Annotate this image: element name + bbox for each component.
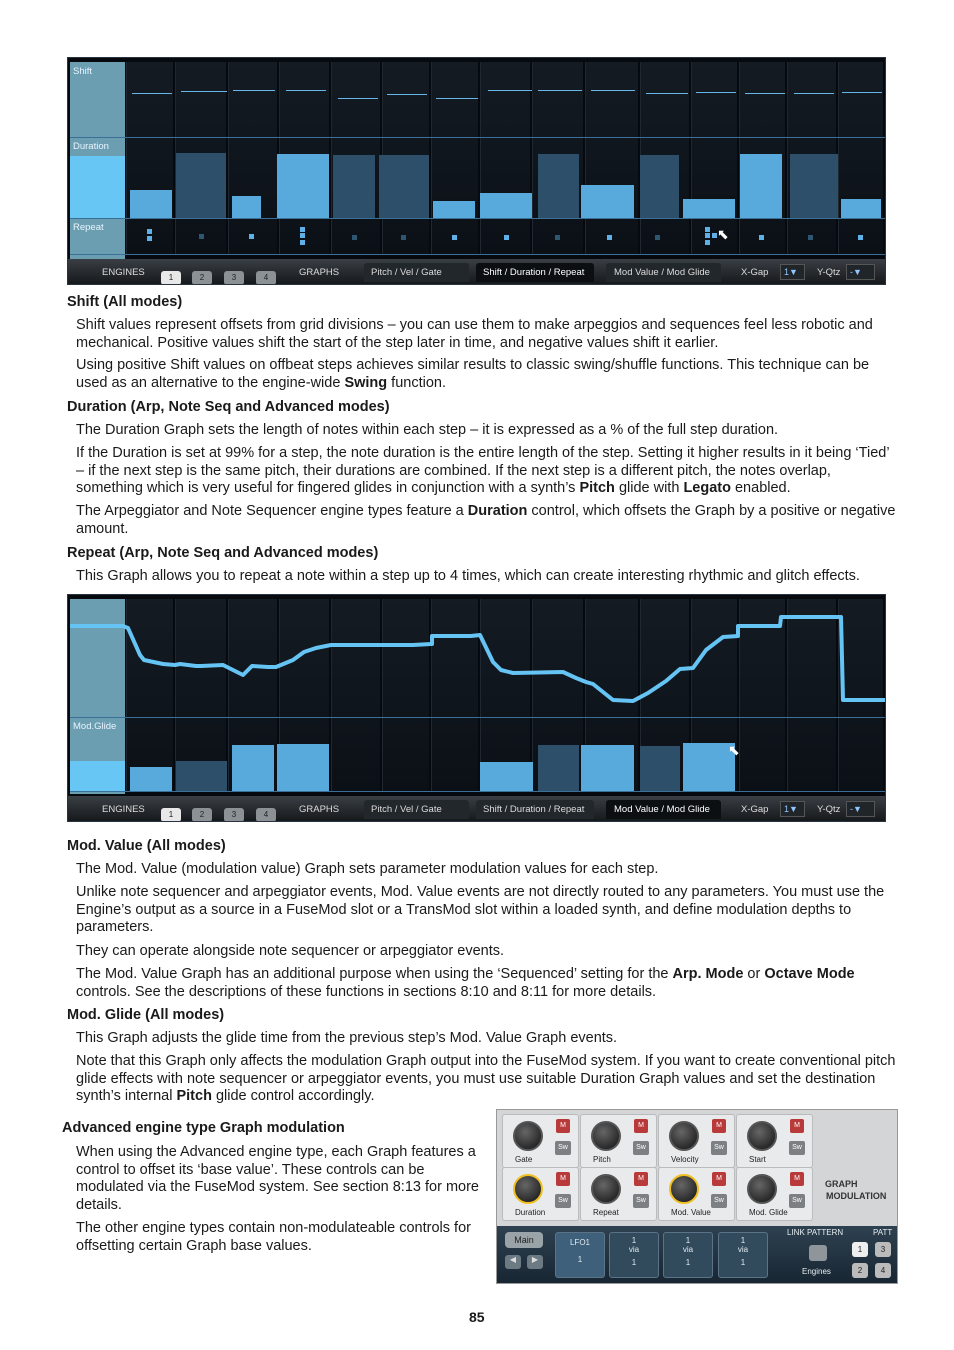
engine-1-button[interactable]: 1 — [161, 808, 181, 822]
engines-label: ENGINES — [102, 267, 145, 278]
graphs-label: GRAPHS — [299, 267, 340, 278]
mod-glide-heading: Mod. Glide (All modes) — [67, 1007, 225, 1023]
graph-modulation-panel — [496, 1109, 898, 1284]
repeat-label: Repeat — [73, 222, 104, 233]
step-column[interactable] — [838, 62, 883, 255]
engines-button[interactable] — [809, 1245, 827, 1261]
modulate-button[interactable]: M — [790, 1172, 804, 1186]
offset-knob[interactable] — [513, 1174, 543, 1204]
shift-tick — [842, 92, 882, 93]
duration-bar[interactable] — [277, 154, 329, 218]
slot-value: 1 — [631, 1258, 637, 1267]
shift-tick — [181, 91, 227, 92]
link-pattern-label: LINK PATTERN — [787, 1228, 844, 1237]
graph-mod-cell — [502, 1114, 579, 1168]
mod-glide-bar[interactable] — [232, 745, 274, 791]
repeat-marker[interactable] — [555, 235, 560, 240]
slot-value: 1 — [740, 1258, 746, 1267]
lfo1-value: 1 — [577, 1255, 583, 1264]
graph-mod-cell — [658, 1114, 735, 1168]
repeat-marker[interactable] — [199, 234, 204, 239]
mod-glide-label: Mod.Glide — [73, 721, 117, 732]
slot-value: 1 — [740, 1236, 746, 1245]
duration-bar[interactable] — [740, 154, 782, 218]
duration-bar[interactable] — [433, 201, 475, 218]
repeat-marker[interactable] — [300, 227, 305, 232]
modulate-button[interactable]: M — [712, 1119, 726, 1133]
duration-bar[interactable] — [841, 199, 881, 218]
repeat-marker[interactable] — [759, 235, 764, 240]
modulate-button[interactable]: M — [556, 1172, 570, 1186]
shift-tick — [794, 93, 834, 94]
engine-1-button[interactable]: 1 — [161, 271, 181, 285]
duration-bar[interactable] — [538, 154, 579, 218]
mod-slot-3[interactable] — [718, 1232, 768, 1278]
repeat-marker[interactable] — [452, 235, 457, 240]
step-column[interactable] — [126, 62, 173, 255]
fusemod-bar — [497, 1226, 897, 1283]
yqtz-label: Y-Qtz — [817, 267, 841, 278]
repeat-marker[interactable] — [147, 236, 152, 241]
slot-value: 1 — [631, 1236, 637, 1245]
graph-mod-label: Duration — [515, 1208, 546, 1217]
graph-mod-label: Mod. Glide — [749, 1208, 788, 1217]
xgap-select[interactable]: 1▼ — [780, 801, 805, 817]
tab-shift-duration-repeat-label: Shift / Duration / Repeat — [483, 267, 585, 278]
repeat-marker[interactable] — [705, 233, 710, 238]
mod-glide-bar[interactable] — [176, 761, 227, 791]
offset-knob[interactable] — [669, 1174, 699, 1204]
offset-knob[interactable] — [591, 1174, 621, 1204]
graph-mod-label: Start — [749, 1155, 766, 1164]
lfo1-label: LFO1 — [569, 1238, 590, 1247]
duration-heading: Duration (Arp, Note Seq and Advanced modes) — [67, 399, 390, 415]
shift-tick — [132, 93, 172, 94]
graphs-label: GRAPHS — [299, 804, 340, 815]
duration-bar[interactable] — [176, 153, 226, 218]
patt-label: PATT — [873, 1228, 893, 1237]
graph-mod-label: Gate — [515, 1155, 533, 1164]
duration-paragraph-1: The Duration Graph sets the length of notes within each step – it is expressed as a % of the full step duration. — [76, 422, 779, 438]
duration-bar[interactable] — [130, 190, 172, 218]
duration-bar[interactable] — [581, 185, 634, 218]
arrow-right-icon[interactable]: ▶ — [527, 1255, 543, 1269]
switch-button[interactable]: Sw — [711, 1194, 727, 1208]
modulate-button[interactable]: M — [556, 1119, 570, 1133]
graph-mod-cell — [580, 1114, 657, 1168]
graph-mod-cell — [658, 1167, 735, 1221]
switch-button[interactable]: Sw — [633, 1141, 649, 1155]
switch-button[interactable]: Sw — [633, 1194, 649, 1208]
repeat-paragraph-1: This Graph allows you to repeat a note within a step up to 4 times, which can create interesting rhythmic and glitch effects. — [76, 568, 860, 584]
repeat-marker[interactable] — [401, 235, 406, 240]
pattern-2-button[interactable]: 2 — [852, 1263, 868, 1278]
mod-glide-bar[interactable] — [277, 744, 329, 791]
mod-glide-bar[interactable] — [538, 745, 579, 791]
repeat-marker[interactable] — [504, 235, 509, 240]
yqtz-label: Y-Qtz — [817, 804, 841, 815]
shift-paragraph-1: Shift values represent offsets from grid divisions – you can use them to make arpeggios and sequences feel less robotic and mechanical. Positive values shift the start of the step later in time, and negative values shift it earlier. — [76, 317, 873, 351]
pattern-4-button[interactable]: 4 — [875, 1263, 891, 1278]
graph-toolbar — [68, 259, 885, 284]
graph-mod-cell — [580, 1167, 657, 1221]
offset-knob[interactable] — [591, 1121, 621, 1151]
duration-bar[interactable] — [790, 154, 838, 218]
engines-button-label: Engines — [802, 1267, 831, 1276]
step-column[interactable] — [691, 62, 737, 255]
advanced-heading: Advanced engine type Graph modulation — [62, 1120, 345, 1136]
advanced-paragraph-2: The other engine types contain non-modulateable controls for offsetting certain Graph base values. — [76, 1220, 471, 1254]
mod-value-paragraph-3: They can operate alongside note sequencer or arpeggiator events. — [76, 943, 505, 959]
repeat-marker[interactable] — [858, 235, 863, 240]
shift-tick — [745, 93, 785, 94]
tab-mod-value-glide-label: Mod Value / Mod Glide — [614, 804, 710, 815]
slot-via: via — [737, 1245, 749, 1254]
engine-2-button[interactable]: 2 — [192, 271, 212, 285]
duration-paragraph-2: If the Duration is set at 99% for a step, the note duration is the entire length of the step. Setting it higher results in it being ‘Tied’ – if the next step is the same pitch, their durations are combined. If the next step is a different pitch, the notes overlap, something which is very useful for fingered glides in conjunction with a synth’s Pitch glide with Legato enabled. — [76, 445, 890, 497]
repeat-marker[interactable] — [705, 227, 710, 232]
repeat-marker[interactable] — [808, 235, 813, 240]
mod-glide-paragraph-2: Note that this Graph only affects the modulation Graph output into the FuseMod system. If you want to create conventional pitch glide effects with note sequencer or arpeggiator events, you must use suitable Duration Graph values and set the destination synth’s internal Pitch glide control accordingly. — [76, 1053, 896, 1105]
duration-paragraph-3: The Arpeggiator and Note Sequencer engine types feature a Duration control, which offsets the Graph by a positive or negative amount. — [76, 503, 896, 537]
repeat-marker[interactable] — [352, 235, 357, 240]
slot-value: 1 — [685, 1258, 691, 1267]
mouse-cursor-icon: ⬉ — [717, 226, 729, 242]
yqtz-select[interactable]: -▼ — [846, 801, 875, 817]
mod-glide-bar[interactable] — [581, 745, 634, 791]
shift-tick — [696, 92, 736, 93]
offset-knob[interactable] — [747, 1121, 777, 1151]
tab-mod-value-glide-label: Mod Value / Mod Glide — [614, 267, 710, 278]
graph-mod-label: Mod. Value — [671, 1208, 711, 1217]
shift-tick — [436, 98, 478, 99]
tab-shift-duration-repeat-label: Shift / Duration / Repeat — [483, 804, 585, 815]
duration-bar[interactable] — [333, 155, 375, 218]
mod-value-paragraph-4: The Mod. Value Graph has an additional purpose when using the ‘Sequenced’ setting for the Arp. Mode or Octave Mode controls. See the descriptions of these functions in sections 8:10 and 8:11 for more details. — [76, 966, 855, 1000]
shift-label: Shift — [73, 66, 93, 77]
duration-label: Duration — [73, 141, 109, 152]
offset-knob[interactable] — [747, 1174, 777, 1204]
mod-value-paragraph-2: Unlike note sequencer and arpeggiator events, Mod. Value events are not directly routed to any parameters. You must use the Engine’s output as a source in a FuseMod slot or a TransMod slot within a loaded synth, and define modulation depths to parameters. — [76, 884, 885, 936]
modulate-button[interactable]: M — [712, 1172, 726, 1186]
pattern-3-button[interactable]: 3 — [875, 1242, 891, 1257]
mod-glide-bar[interactable] — [640, 746, 680, 791]
engines-label: ENGINES — [102, 804, 145, 815]
graph-mod-cell — [736, 1167, 813, 1221]
mod-value-paragraph-1: The Mod. Value (modulation value) Graph sets parameter modulation values for each step. — [76, 861, 659, 877]
xgap-label: X-Gap — [741, 804, 769, 815]
graph-mod-cell — [502, 1167, 579, 1221]
shift-tick — [338, 98, 378, 99]
tab-pitch-vel-gate-label: Pitch / Vel / Gate — [371, 804, 442, 815]
graph-modulation-title-1: GRAPH — [825, 1179, 858, 1189]
switch-button[interactable]: Sw — [555, 1194, 571, 1208]
engine-4-button[interactable]: 4 — [256, 808, 276, 822]
mod-value-glide-graph — [67, 594, 886, 822]
engine-3-button[interactable]: 3 — [224, 808, 244, 822]
shift-heading: Shift (All modes) — [67, 294, 183, 310]
duration-bar[interactable] — [480, 193, 532, 218]
arrow-left-icon[interactable]: ◀ — [505, 1255, 521, 1269]
graph-toolbar — [68, 796, 885, 821]
sidebar-duration-bar — [70, 156, 125, 218]
shift-tick — [488, 90, 532, 91]
page-number: 85 — [469, 1309, 485, 1325]
slot-via: via — [628, 1245, 640, 1254]
shift-tick — [233, 90, 275, 91]
shift-tick — [591, 90, 635, 91]
repeat-marker[interactable] — [249, 234, 254, 239]
repeat-marker[interactable] — [607, 235, 612, 240]
mod-slot-1[interactable] — [609, 1232, 659, 1278]
graph-mod-cell — [736, 1114, 813, 1168]
mod-glide-paragraph-1: This Graph adjusts the glide time from the previous step’s Mod. Value Graph events. — [76, 1030, 618, 1046]
duration-bar[interactable] — [232, 196, 261, 218]
graph-mod-label: Velocity — [671, 1155, 699, 1164]
repeat-marker[interactable] — [655, 235, 660, 240]
repeat-marker[interactable] — [300, 240, 305, 245]
shift-paragraph-2: Using positive Shift values on offbeat steps achieves similar results to classic swing/shuffle functions. This technique can be used as an alternative to the engine-wide Swing function. — [76, 357, 870, 391]
duration-bar[interactable] — [640, 155, 679, 218]
duration-bar[interactable] — [379, 155, 429, 218]
modulate-button[interactable]: M — [634, 1119, 648, 1133]
mod-glide-bar[interactable] — [480, 762, 533, 791]
offset-knob[interactable] — [513, 1121, 543, 1151]
step-column[interactable] — [431, 62, 478, 255]
graph-mod-label: Pitch — [593, 1155, 611, 1164]
shift-tick — [646, 93, 688, 94]
engine-4-button[interactable]: 4 — [256, 271, 276, 285]
switch-button[interactable]: Sw — [789, 1141, 805, 1155]
mod-glide-bar[interactable] — [130, 767, 172, 791]
repeat-marker[interactable] — [705, 240, 710, 245]
repeat-marker[interactable] — [147, 229, 152, 234]
graph-mod-label: Repeat — [593, 1208, 619, 1217]
engine-2-button[interactable]: 2 — [192, 808, 212, 822]
repeat-marker[interactable] — [300, 233, 305, 238]
repeat-heading: Repeat (Arp, Note Seq and Advanced modes) — [67, 545, 379, 561]
mouse-cursor-icon: ⬉ — [728, 742, 740, 758]
modulate-button[interactable]: M — [634, 1172, 648, 1186]
switch-button[interactable]: Sw — [789, 1194, 805, 1208]
graph-modulation-title-2: MODULATION — [826, 1191, 887, 1201]
tab-pitch-vel-gate-label: Pitch / Vel / Gate — [371, 267, 442, 278]
xgap-label: X-Gap — [741, 267, 769, 278]
slot-value: 1 — [685, 1236, 691, 1245]
mod-value-heading: Mod. Value (All modes) — [67, 838, 226, 854]
engine-3-button[interactable]: 3 — [224, 271, 244, 285]
mod-slot-2[interactable] — [663, 1232, 713, 1278]
main-button[interactable]: Main — [505, 1232, 543, 1248]
shift-tick — [387, 94, 427, 95]
pattern-1-button[interactable]: 1 — [852, 1242, 868, 1257]
slot-via: via — [682, 1245, 694, 1254]
modulate-button[interactable]: M — [790, 1119, 804, 1133]
advanced-paragraph-1: When using the Advanced engine type, each Graph features a control to offset its ‘base value’. These controls can be modulated via the FuseMod system. See section 8:13 for more details. — [76, 1144, 479, 1213]
shift-tick — [538, 90, 582, 91]
yqtz-select[interactable]: -▼ — [846, 264, 875, 280]
switch-button[interactable]: Sw — [555, 1141, 571, 1155]
switch-button[interactable]: Sw — [711, 1141, 727, 1155]
offset-knob[interactable] — [669, 1121, 699, 1151]
shift-duration-repeat-graph — [67, 57, 886, 285]
duration-bar[interactable] — [683, 199, 735, 218]
lfo1-slot[interactable] — [555, 1232, 605, 1278]
xgap-select[interactable]: 1▼ — [780, 264, 805, 280]
shift-tick — [286, 90, 326, 91]
